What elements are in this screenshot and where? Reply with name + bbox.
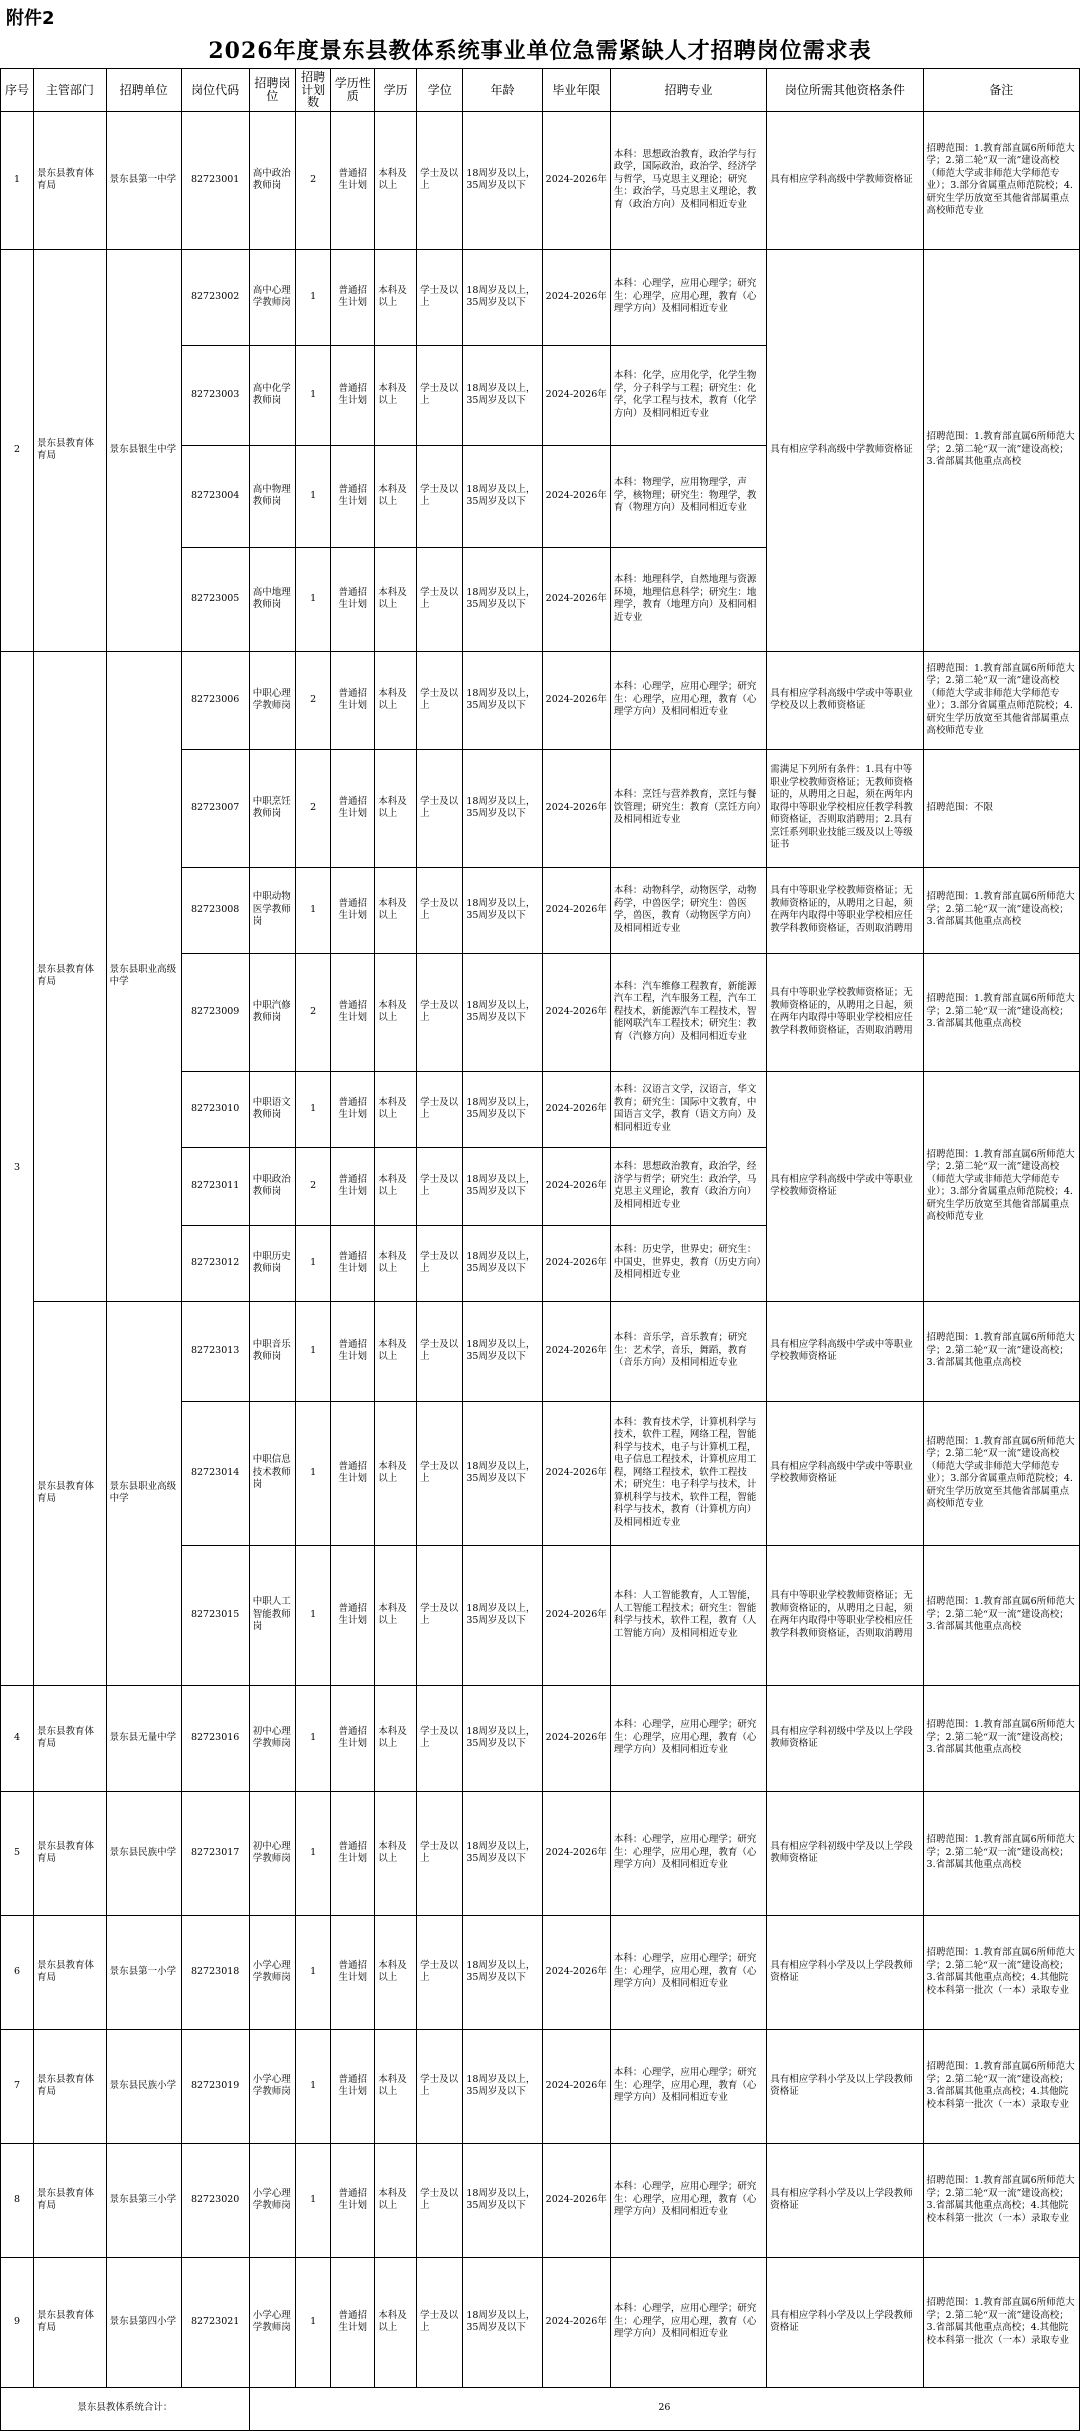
- plan-count-cell: 1: [296, 1225, 331, 1301]
- grad-years-cell: 2024-2026年: [542, 1225, 610, 1301]
- grad-years-cell: 2024-2026年: [542, 111, 610, 249]
- grad-years-cell: 2024-2026年: [542, 953, 610, 1071]
- note-cell: 招聘范围：1.教育部直属6所师范大学；2.第二轮“双一流”建设高校（师范大学或非师范大学师范专业）；3.部分省属重点师范院校；4.研究生学历放宽至其他省部属重点高校师范专业: [923, 111, 1079, 249]
- education-cell: 本科及以上: [375, 1401, 417, 1545]
- major-cell: 本科：音乐学，音乐教育；研究生：艺术学，音乐，舞蹈，教育（音乐方向）及相同相近专业: [610, 1301, 766, 1401]
- education-cell: 本科及以上: [375, 1301, 417, 1401]
- plan-count-cell: 2: [296, 651, 331, 749]
- qualification-cell: 具有相应学科小学及以上学段教师资格证: [767, 1915, 923, 2029]
- header-cell: 学历性质: [331, 69, 375, 112]
- post-code-cell: 82723007: [181, 749, 249, 867]
- edu-nature-cell: 普通招生计划: [331, 953, 375, 1071]
- note-cell: 招聘范围：1.教育部直属6所师范大学；2.第二轮“双一流”建设高校；3.省部属其他重点高校: [923, 1301, 1079, 1401]
- post-name-cell: 中职动物医学教师岗: [249, 867, 295, 953]
- age-cell: 18周岁及以上，35周岁及以下: [463, 1225, 542, 1301]
- major-cell: 本科：心理学，应用心理学；研究生：心理学，应用心理，教育（心理学方向）及相同相近专业: [610, 1685, 766, 1791]
- post-code-cell: 82723014: [181, 1401, 249, 1545]
- post-code-cell: 82723016: [181, 1685, 249, 1791]
- post-name-cell: 小学心理学教师岗: [249, 2143, 295, 2257]
- post-code-cell: 82723001: [181, 111, 249, 249]
- post-name-cell: 小学心理学教师岗: [249, 2029, 295, 2143]
- qualification-cell: 具有中等职业学校教师资格证；无教师资格证的，从聘用之日起，须在两年内取得中等职业学校相应任教学科教师资格证，否则取消聘用: [767, 953, 923, 1071]
- note-cell: 招聘范围：1.教育部直属6所师范大学；2.第二轮“双一流”建设高校；3.省部属其他重点高校: [923, 249, 1079, 651]
- age-cell: 18周岁及以上，35周岁及以下: [463, 1147, 542, 1225]
- note-cell: 招聘范围：1.教育部直属6所师范大学；2.第二轮“双一流”建设高校（师范大学或非师范大学师范专业）；3.部分省属重点师范院校；4.研究生学历放宽至其他省部属重点高校师范专业: [923, 651, 1079, 749]
- post-code-cell: 82723021: [181, 2257, 249, 2387]
- education-cell: 本科及以上: [375, 547, 417, 651]
- total-value: 26: [249, 2387, 1079, 2430]
- major-cell: 本科：汉语言文学，汉语言，华文教育；研究生：国际中文教育，中国语言文学，教育（语文方向）及相同相近专业: [610, 1071, 766, 1147]
- unit-cell: 景东县第三小学: [106, 2143, 181, 2257]
- qualification-cell: 具有相应学科高级中学或中等职业学校教师资格证: [767, 1401, 923, 1545]
- dept-cell: 景东县教育体育局: [34, 2143, 107, 2257]
- header-cell: 序号: [1, 69, 34, 112]
- post-code-cell: 82723005: [181, 547, 249, 651]
- seq-cell: 6: [1, 1915, 34, 2029]
- post-code-cell: 82723020: [181, 2143, 249, 2257]
- unit-cell: 景东县银生中学: [106, 249, 181, 651]
- header-cell: 岗位所需其他资格条件: [767, 69, 923, 112]
- plan-count-cell: 1: [296, 1301, 331, 1401]
- post-code-cell: 82723003: [181, 345, 249, 445]
- plan-count-cell: 2: [296, 953, 331, 1071]
- age-cell: 18周岁及以上，35周岁及以下: [463, 2029, 542, 2143]
- grad-years-cell: 2024-2026年: [542, 867, 610, 953]
- edu-nature-cell: 普通招生计划: [331, 2143, 375, 2257]
- post-name-cell: 中职心理学教师岗: [249, 651, 295, 749]
- seq-cell: 3: [1, 651, 34, 1685]
- grad-years-cell: 2024-2026年: [542, 2257, 610, 2387]
- dept-cell: 景东县教育体育局: [34, 1915, 107, 2029]
- plan-count-cell: 2: [296, 1147, 331, 1225]
- edu-nature-cell: 普通招生计划: [331, 1791, 375, 1915]
- header-cell: 备注: [923, 69, 1079, 112]
- education-cell: 本科及以上: [375, 1915, 417, 2029]
- header-row: [1, 69, 1080, 112]
- post-name-cell: 中职政治教师岗: [249, 1147, 295, 1225]
- grad-years-cell: 2024-2026年: [542, 547, 610, 651]
- post-name-cell: 高中地理教师岗: [249, 547, 295, 651]
- header-cell: 学历: [375, 69, 417, 112]
- post-code-cell: 82723011: [181, 1147, 249, 1225]
- age-cell: 18周岁及以上，35周岁及以下: [463, 2257, 542, 2387]
- header-cell: 毕业年限: [542, 69, 610, 112]
- post-name-cell: 中职汽修教师岗: [249, 953, 295, 1071]
- edu-nature-cell: 普通招生计划: [331, 1401, 375, 1545]
- degree-cell: 学士及以上: [417, 1545, 463, 1685]
- edu-nature-cell: 普通招生计划: [331, 749, 375, 867]
- post-code-cell: 82723017: [181, 1791, 249, 1915]
- degree-cell: 学士及以上: [417, 1071, 463, 1147]
- age-cell: 18周岁及以上，35周岁及以下: [463, 345, 542, 445]
- degree-cell: 学士及以上: [417, 249, 463, 345]
- plan-count-cell: 1: [296, 1401, 331, 1545]
- header-cell: 岗位代码: [181, 69, 249, 112]
- qualification-cell: 具有相应学科小学及以上学段教师资格证: [767, 2143, 923, 2257]
- header-cell: 招聘专业: [610, 69, 766, 112]
- unit-cell: 景东县第四小学: [106, 2257, 181, 2387]
- total-label: 景东县教体系统合计：: [1, 2387, 250, 2430]
- grad-years-cell: 2024-2026年: [542, 1791, 610, 1915]
- education-cell: 本科及以上: [375, 1147, 417, 1225]
- plan-count-cell: 1: [296, 1071, 331, 1147]
- grad-years-cell: 2024-2026年: [542, 651, 610, 749]
- note-cell: 招聘范围：1.教育部直属6所师范大学；2.第二轮“双一流”建设高校（师范大学或非师范大学师范专业）；3.部分省属重点师范院校；4.研究生学历放宽至其他省部属重点高校师范专业: [923, 1071, 1079, 1301]
- education-cell: 本科及以上: [375, 749, 417, 867]
- degree-cell: 学士及以上: [417, 547, 463, 651]
- table-row: [1, 2143, 1080, 2257]
- qualification-cell: 具有相应学科高级中学教师资格证: [767, 249, 923, 651]
- qualification-cell: 具有相应学科高级中学教师资格证: [767, 111, 923, 249]
- major-cell: 本科：心理学，应用心理学；研究生：心理学，应用心理，教育（心理学方向）及相同相近专业: [610, 651, 766, 749]
- seq-cell: 4: [1, 1685, 34, 1791]
- grad-years-cell: 2024-2026年: [542, 445, 610, 547]
- plan-count-cell: 1: [296, 1791, 331, 1915]
- degree-cell: 学士及以上: [417, 345, 463, 445]
- major-cell: 本科：心理学，应用心理学；研究生：心理学，应用心理，教育（心理学方向）及相同相近专业: [610, 1791, 766, 1915]
- header-cell: 年龄: [463, 69, 542, 112]
- note-cell: 招聘范围：1.教育部直属6所师范大学；2.第二轮“双一流”建设高校；3.省部属其他重点高校；4.其他院校本科第一批次（一本）录取专业: [923, 2143, 1079, 2257]
- edu-nature-cell: 普通招生计划: [331, 1685, 375, 1791]
- post-code-cell: 82723002: [181, 249, 249, 345]
- post-name-cell: 初中心理学教师岗: [249, 1685, 295, 1791]
- table-row: [1, 1301, 1080, 1401]
- edu-nature-cell: 普通招生计划: [331, 2029, 375, 2143]
- post-code-cell: 82723008: [181, 867, 249, 953]
- header-cell: 招聘单位: [106, 69, 181, 112]
- plan-count-cell: 1: [296, 1915, 331, 2029]
- degree-cell: 学士及以上: [417, 1685, 463, 1791]
- edu-nature-cell: 普通招生计划: [331, 1301, 375, 1401]
- total-row: [1, 2387, 1080, 2430]
- education-cell: 本科及以上: [375, 867, 417, 953]
- post-name-cell: 中职人工智能教师岗: [249, 1545, 295, 1685]
- age-cell: 18周岁及以上，35周岁及以下: [463, 953, 542, 1071]
- education-cell: 本科及以上: [375, 2257, 417, 2387]
- post-name-cell: 高中化学教师岗: [249, 345, 295, 445]
- grad-years-cell: 2024-2026年: [542, 1401, 610, 1545]
- education-cell: 本科及以上: [375, 1545, 417, 1685]
- post-name-cell: 高中物理教师岗: [249, 445, 295, 547]
- education-cell: 本科及以上: [375, 445, 417, 547]
- qualification-cell: 具有相应学科小学及以上学段教师资格证: [767, 2257, 923, 2387]
- plan-count-cell: 1: [296, 2029, 331, 2143]
- degree-cell: 学士及以上: [417, 1301, 463, 1401]
- degree-cell: 学士及以上: [417, 1147, 463, 1225]
- qualification-cell: 具有相应学科初级中学及以上学段教师资格证: [767, 1791, 923, 1915]
- post-name-cell: 高中政治教师岗: [249, 111, 295, 249]
- unit-cell: 景东县民族中学: [106, 1791, 181, 1915]
- plan-count-cell: 1: [296, 345, 331, 445]
- major-cell: 本科：思想政治教育，政治学与行政学，国际政治，政治学、经济学与哲学，马克思主义理论；研究生：政治学，马克思主义理论，教育（政治方向）及相同相近专业: [610, 111, 766, 249]
- edu-nature-cell: 普通招生计划: [331, 1071, 375, 1147]
- degree-cell: 学士及以上: [417, 2257, 463, 2387]
- age-cell: 18周岁及以上，35周岁及以下: [463, 1071, 542, 1147]
- age-cell: 18周岁及以上，35周岁及以下: [463, 249, 542, 345]
- plan-count-cell: 1: [296, 867, 331, 953]
- recruitment-table: [0, 68, 1080, 2431]
- qualification-cell: 具有相应学科小学及以上学段教师资格证: [767, 2029, 923, 2143]
- plan-count-cell: 2: [296, 749, 331, 867]
- post-code-cell: 82723006: [181, 651, 249, 749]
- education-cell: 本科及以上: [375, 345, 417, 445]
- degree-cell: 学士及以上: [417, 2029, 463, 2143]
- grad-years-cell: 2024-2026年: [542, 2143, 610, 2257]
- age-cell: 18周岁及以上，35周岁及以下: [463, 1545, 542, 1685]
- document-title: 2026年度景东县教体系统事业单位急需紧缺人才招聘岗位需求表: [208, 38, 872, 64]
- unit-cell: 景东县无量中学: [106, 1685, 181, 1791]
- grad-years-cell: 2024-2026年: [542, 1147, 610, 1225]
- education-cell: 本科及以上: [375, 651, 417, 749]
- note-cell: 招聘范围：1.教育部直属6所师范大学；2.第二轮“双一流”建设高校；3.省部属其他重点高校: [923, 1685, 1079, 1791]
- seq-cell: 5: [1, 1791, 34, 1915]
- degree-cell: 学士及以上: [417, 651, 463, 749]
- major-cell: 本科：心理学，应用心理学；研究生：心理学，应用心理，教育（心理学方向）及相同相近专业: [610, 1915, 766, 2029]
- unit-cell: 景东县第一小学: [106, 1915, 181, 2029]
- qualification-cell: 具有中等职业学校教师资格证；无教师资格证的，从聘用之日起，须在两年内取得中等职业学校相应任教学科教师资格证，否则取消聘用: [767, 1545, 923, 1685]
- major-cell: 本科：人工智能教育，人工智能，人工智能工程技术；研究生：智能科学与技术，软件工程，教育（人工智能方向）及相同相近专业: [610, 1545, 766, 1685]
- edu-nature-cell: 普通招生计划: [331, 345, 375, 445]
- dept-cell: 景东县教育体育局: [34, 249, 107, 651]
- qualification-cell: 具有相应学科初级中学及以上学段教师资格证: [767, 1685, 923, 1791]
- age-cell: 18周岁及以上，35周岁及以下: [463, 1401, 542, 1545]
- post-code-cell: 82723009: [181, 953, 249, 1071]
- grad-years-cell: 2024-2026年: [542, 2029, 610, 2143]
- header-cell: 招聘计划数: [296, 69, 331, 112]
- major-cell: 本科：心理学，应用心理学；研究生：心理学，应用心理，教育（心理学方向）及相同相近专业: [610, 2257, 766, 2387]
- grad-years-cell: 2024-2026年: [542, 749, 610, 867]
- edu-nature-cell: 普通招生计划: [331, 445, 375, 547]
- degree-cell: 学士及以上: [417, 2143, 463, 2257]
- seq-cell: 1: [1, 111, 34, 249]
- major-cell: 本科：物理学，应用物理学，声学，核物理；研究生：物理学，教育（物理方向）及相同相近专业: [610, 445, 766, 547]
- post-code-cell: 82723019: [181, 2029, 249, 2143]
- dept-cell: 景东县教育体育局: [34, 1791, 107, 1915]
- degree-cell: 学士及以上: [417, 1401, 463, 1545]
- note-cell: 招聘范围：1.教育部直属6所师范大学；2.第二轮“双一流”建设高校；3.省部属其他重点高校；4.其他院校本科第一批次（一本）录取专业: [923, 1915, 1079, 2029]
- age-cell: 18周岁及以上，35周岁及以下: [463, 445, 542, 547]
- plan-count-cell: 1: [296, 249, 331, 345]
- major-cell: 本科：汽车维修工程教育，新能源汽车工程，汽车服务工程，汽车工程技术，新能源汽车工程技术，智能网联汽车工程技术；研究生：教育（汽修方向）及相同相近专业: [610, 953, 766, 1071]
- table-row: [1, 1915, 1080, 2029]
- dept-cell: 景东县教育体育局: [34, 1301, 107, 1685]
- education-cell: 本科及以上: [375, 2029, 417, 2143]
- degree-cell: 学士及以上: [417, 953, 463, 1071]
- qualification-cell: 需满足下列所有条件：1.具有中等职业学校教师资格证；无教师资格证的，从聘用之日起，须在两年内取得中等职业学校相应任教学科教师资格证，否则取消聘用；2.具有烹饪系列职业技能三级及以上等级证书: [767, 749, 923, 867]
- seq-cell: 2: [1, 249, 34, 651]
- plan-count-cell: 1: [296, 2257, 331, 2387]
- degree-cell: 学士及以上: [417, 1791, 463, 1915]
- age-cell: 18周岁及以上，35周岁及以下: [463, 547, 542, 651]
- edu-nature-cell: 普通招生计划: [331, 547, 375, 651]
- edu-nature-cell: 普通招生计划: [331, 1545, 375, 1685]
- edu-nature-cell: 普通招生计划: [331, 1147, 375, 1225]
- age-cell: 18周岁及以上，35周岁及以下: [463, 867, 542, 953]
- plan-count-cell: 1: [296, 1545, 331, 1685]
- major-cell: 本科：教育技术学，计算机科学与技术，软件工程，网络工程，智能科学与技术，电子与计算机工程，电子信息工程技术，计算机应用工程，网络工程技术，软件工程技术；研究生：电子科学与技术，计算机科学与技术，软件工程，智能科学与技术，教育（计算机方向）及相同相近专业: [610, 1401, 766, 1545]
- education-cell: 本科及以上: [375, 249, 417, 345]
- plan-count-cell: 1: [296, 2143, 331, 2257]
- post-code-cell: 82723015: [181, 1545, 249, 1685]
- grad-years-cell: 2024-2026年: [542, 1915, 610, 2029]
- post-name-cell: 小学心理学教师岗: [249, 2257, 295, 2387]
- table-row: [1, 111, 1080, 249]
- age-cell: 18周岁及以上，35周岁及以下: [463, 651, 542, 749]
- header-cell: 招聘岗位: [249, 69, 295, 112]
- post-name-cell: 中职历史教师岗: [249, 1225, 295, 1301]
- age-cell: 18周岁及以上，35周岁及以下: [463, 1685, 542, 1791]
- major-cell: 本科：历史学，世界史；研究生：中国史，世界史，教育（历史方向）及相同相近专业: [610, 1225, 766, 1301]
- table-row: [1, 1791, 1080, 1915]
- dept-cell: 景东县教育体育局: [34, 111, 107, 249]
- post-code-cell: 82723010: [181, 1071, 249, 1147]
- major-cell: 本科：心理学，应用心理学；研究生：心理学，应用心理，教育（心理学方向）及相同相近专业: [610, 2029, 766, 2143]
- major-cell: 本科：动物科学，动物医学，动物药学，中兽医学；研究生：兽医学，兽医，教育（动物医学方向）及相同相近专业: [610, 867, 766, 953]
- grad-years-cell: 2024-2026年: [542, 1685, 610, 1791]
- post-code-cell: 82723012: [181, 1225, 249, 1301]
- major-cell: 本科：思想政治教育，政治学，经济学与哲学；研究生：政治学，马克思主义理论，教育（政治方向）及相同相近专业: [610, 1147, 766, 1225]
- degree-cell: 学士及以上: [417, 445, 463, 547]
- plan-count-cell: 1: [296, 547, 331, 651]
- table-body: [1, 111, 1080, 2430]
- qualification-cell: 具有相应学科高级中学或中等职业学校及以上教师资格证: [767, 651, 923, 749]
- education-cell: 本科及以上: [375, 1685, 417, 1791]
- grad-years-cell: 2024-2026年: [542, 1071, 610, 1147]
- note-cell: 招聘范围：1.教育部直属6所师范大学；2.第二轮“双一流”建设高校；3.省部属其他重点高校: [923, 1791, 1079, 1915]
- post-code-cell: 82723004: [181, 445, 249, 547]
- age-cell: 18周岁及以上，35周岁及以下: [463, 749, 542, 867]
- education-cell: 本科及以上: [375, 1791, 417, 1915]
- note-cell: 招聘范围：1.教育部直属6所师范大学；2.第二轮“双一流”建设高校；3.省部属其他重点高校: [923, 867, 1079, 953]
- education-cell: 本科及以上: [375, 111, 417, 249]
- age-cell: 18周岁及以上，35周岁及以下: [463, 1791, 542, 1915]
- edu-nature-cell: 普通招生计划: [331, 1915, 375, 2029]
- table-row: [1, 1685, 1080, 1791]
- age-cell: 18周岁及以上，35周岁及以下: [463, 2143, 542, 2257]
- major-cell: 本科：化学，应用化学，化学生物学，分子科学与工程；研究生：化学，化学工程与技术，教育（化学方向）及相同相近专业: [610, 345, 766, 445]
- education-cell: 本科及以上: [375, 953, 417, 1071]
- unit-cell: 景东县职业高级中学: [106, 651, 181, 1301]
- table-row: [1, 2257, 1080, 2387]
- edu-nature-cell: 普通招生计划: [331, 867, 375, 953]
- unit-cell: 景东县第一中学: [106, 111, 181, 249]
- dept-cell: 景东县教育体育局: [34, 2257, 107, 2387]
- note-cell: 招聘范围：1.教育部直属6所师范大学；2.第二轮“双一流”建设高校（师范大学或非师范大学师范专业）；3.部分省属重点师范院校；4.研究生学历放宽至其他省部属重点高校师范专业: [923, 1401, 1079, 1545]
- edu-nature-cell: 普通招生计划: [331, 111, 375, 249]
- dept-cell: 景东县教育体育局: [34, 1685, 107, 1791]
- grad-years-cell: 2024-2026年: [542, 345, 610, 445]
- post-name-cell: 中职音乐教师岗: [249, 1301, 295, 1401]
- education-cell: 本科及以上: [375, 1225, 417, 1301]
- degree-cell: 学士及以上: [417, 1225, 463, 1301]
- post-name-cell: 高中心理学教师岗: [249, 249, 295, 345]
- grad-years-cell: 2024-2026年: [542, 1545, 610, 1685]
- edu-nature-cell: 普通招生计划: [331, 651, 375, 749]
- attachment-label: 附件2: [6, 8, 55, 29]
- dept-cell: 景东县教育体育局: [34, 651, 107, 1301]
- grad-years-cell: 2024-2026年: [542, 249, 610, 345]
- education-cell: 本科及以上: [375, 2143, 417, 2257]
- seq-cell: 7: [1, 2029, 34, 2143]
- qualification-cell: 具有相应学科高级中学或中等职业学校教师资格证: [767, 1301, 923, 1401]
- post-code-cell: 82723018: [181, 1915, 249, 2029]
- seq-cell: 8: [1, 2143, 34, 2257]
- note-cell: 招聘范围：1.教育部直属6所师范大学；2.第二轮“双一流”建设高校；3.省部属其他重点高校: [923, 1545, 1079, 1685]
- major-cell: 本科：地理科学，自然地理与资源环境，地理信息科学；研究生：地理学，教育（地理方向）及相同相近专业: [610, 547, 766, 651]
- table-row: [1, 249, 1080, 345]
- dept-cell: 景东县教育体育局: [34, 2029, 107, 2143]
- post-name-cell: 中职语文教师岗: [249, 1071, 295, 1147]
- qualification-cell: 具有中等职业学校教师资格证；无教师资格证的，从聘用之日起，须在两年内取得中等职业学校相应任教学科教师资格证，否则取消聘用: [767, 867, 923, 953]
- post-name-cell: 初中心理学教师岗: [249, 1791, 295, 1915]
- post-name-cell: 中职信息技术教师岗: [249, 1401, 295, 1545]
- education-cell: 本科及以上: [375, 1071, 417, 1147]
- degree-cell: 学士及以上: [417, 111, 463, 249]
- table-row: [1, 2029, 1080, 2143]
- table-row: [1, 651, 1080, 749]
- major-cell: 本科：心理学，应用心理学；研究生：心理学，应用心理，教育（心理学方向）及相同相近专业: [610, 249, 766, 345]
- age-cell: 18周岁及以上，35周岁及以下: [463, 1915, 542, 2029]
- edu-nature-cell: 普通招生计划: [331, 1225, 375, 1301]
- age-cell: 18周岁及以上，35周岁及以下: [463, 111, 542, 249]
- note-cell: 招聘范围：1.教育部直属6所师范大学；2.第二轮“双一流”建设高校；3.省部属其他重点高校；4.其他院校本科第一批次（一本）录取专业: [923, 2029, 1079, 2143]
- header-cell: 主管部门: [34, 69, 107, 112]
- header-cell: 学位: [417, 69, 463, 112]
- degree-cell: 学士及以上: [417, 1915, 463, 2029]
- edu-nature-cell: 普通招生计划: [331, 2257, 375, 2387]
- qualification-cell: 具有相应学科高级中学或中等职业学校教师资格证: [767, 1071, 923, 1301]
- post-name-cell: 小学心理学教师岗: [249, 1915, 295, 2029]
- note-cell: 招聘范围：1.教育部直属6所师范大学；2.第二轮“双一流”建设高校；3.省部属其他重点高校: [923, 953, 1079, 1071]
- note-cell: 招聘范围：不限: [923, 749, 1079, 867]
- plan-count-cell: 1: [296, 1685, 331, 1791]
- unit-cell: 景东县职业高级中学: [106, 1301, 181, 1685]
- major-cell: 本科：心理学，应用心理学；研究生：心理学，应用心理，教育（心理学方向）及相同相近专业: [610, 2143, 766, 2257]
- note-cell: 招聘范围：1.教育部直属6所师范大学；2.第二轮“双一流”建设高校；3.省部属其他重点高校；4.其他院校本科第一批次（一本）录取专业: [923, 2257, 1079, 2387]
- unit-cell: 景东县民族小学: [106, 2029, 181, 2143]
- post-name-cell: 中职烹饪教师岗: [249, 749, 295, 867]
- seq-cell: 9: [1, 2257, 34, 2387]
- age-cell: 18周岁及以上，35周岁及以下: [463, 1301, 542, 1401]
- degree-cell: 学士及以上: [417, 749, 463, 867]
- plan-count-cell: 2: [296, 111, 331, 249]
- plan-count-cell: 1: [296, 445, 331, 547]
- edu-nature-cell: 普通招生计划: [331, 249, 375, 345]
- major-cell: 本科：烹饪与营养教育，烹饪与餐饮管理；研究生：教育（烹饪方向）及相同相近专业: [610, 749, 766, 867]
- post-code-cell: 82723013: [181, 1301, 249, 1401]
- degree-cell: 学士及以上: [417, 867, 463, 953]
- grad-years-cell: 2024-2026年: [542, 1301, 610, 1401]
